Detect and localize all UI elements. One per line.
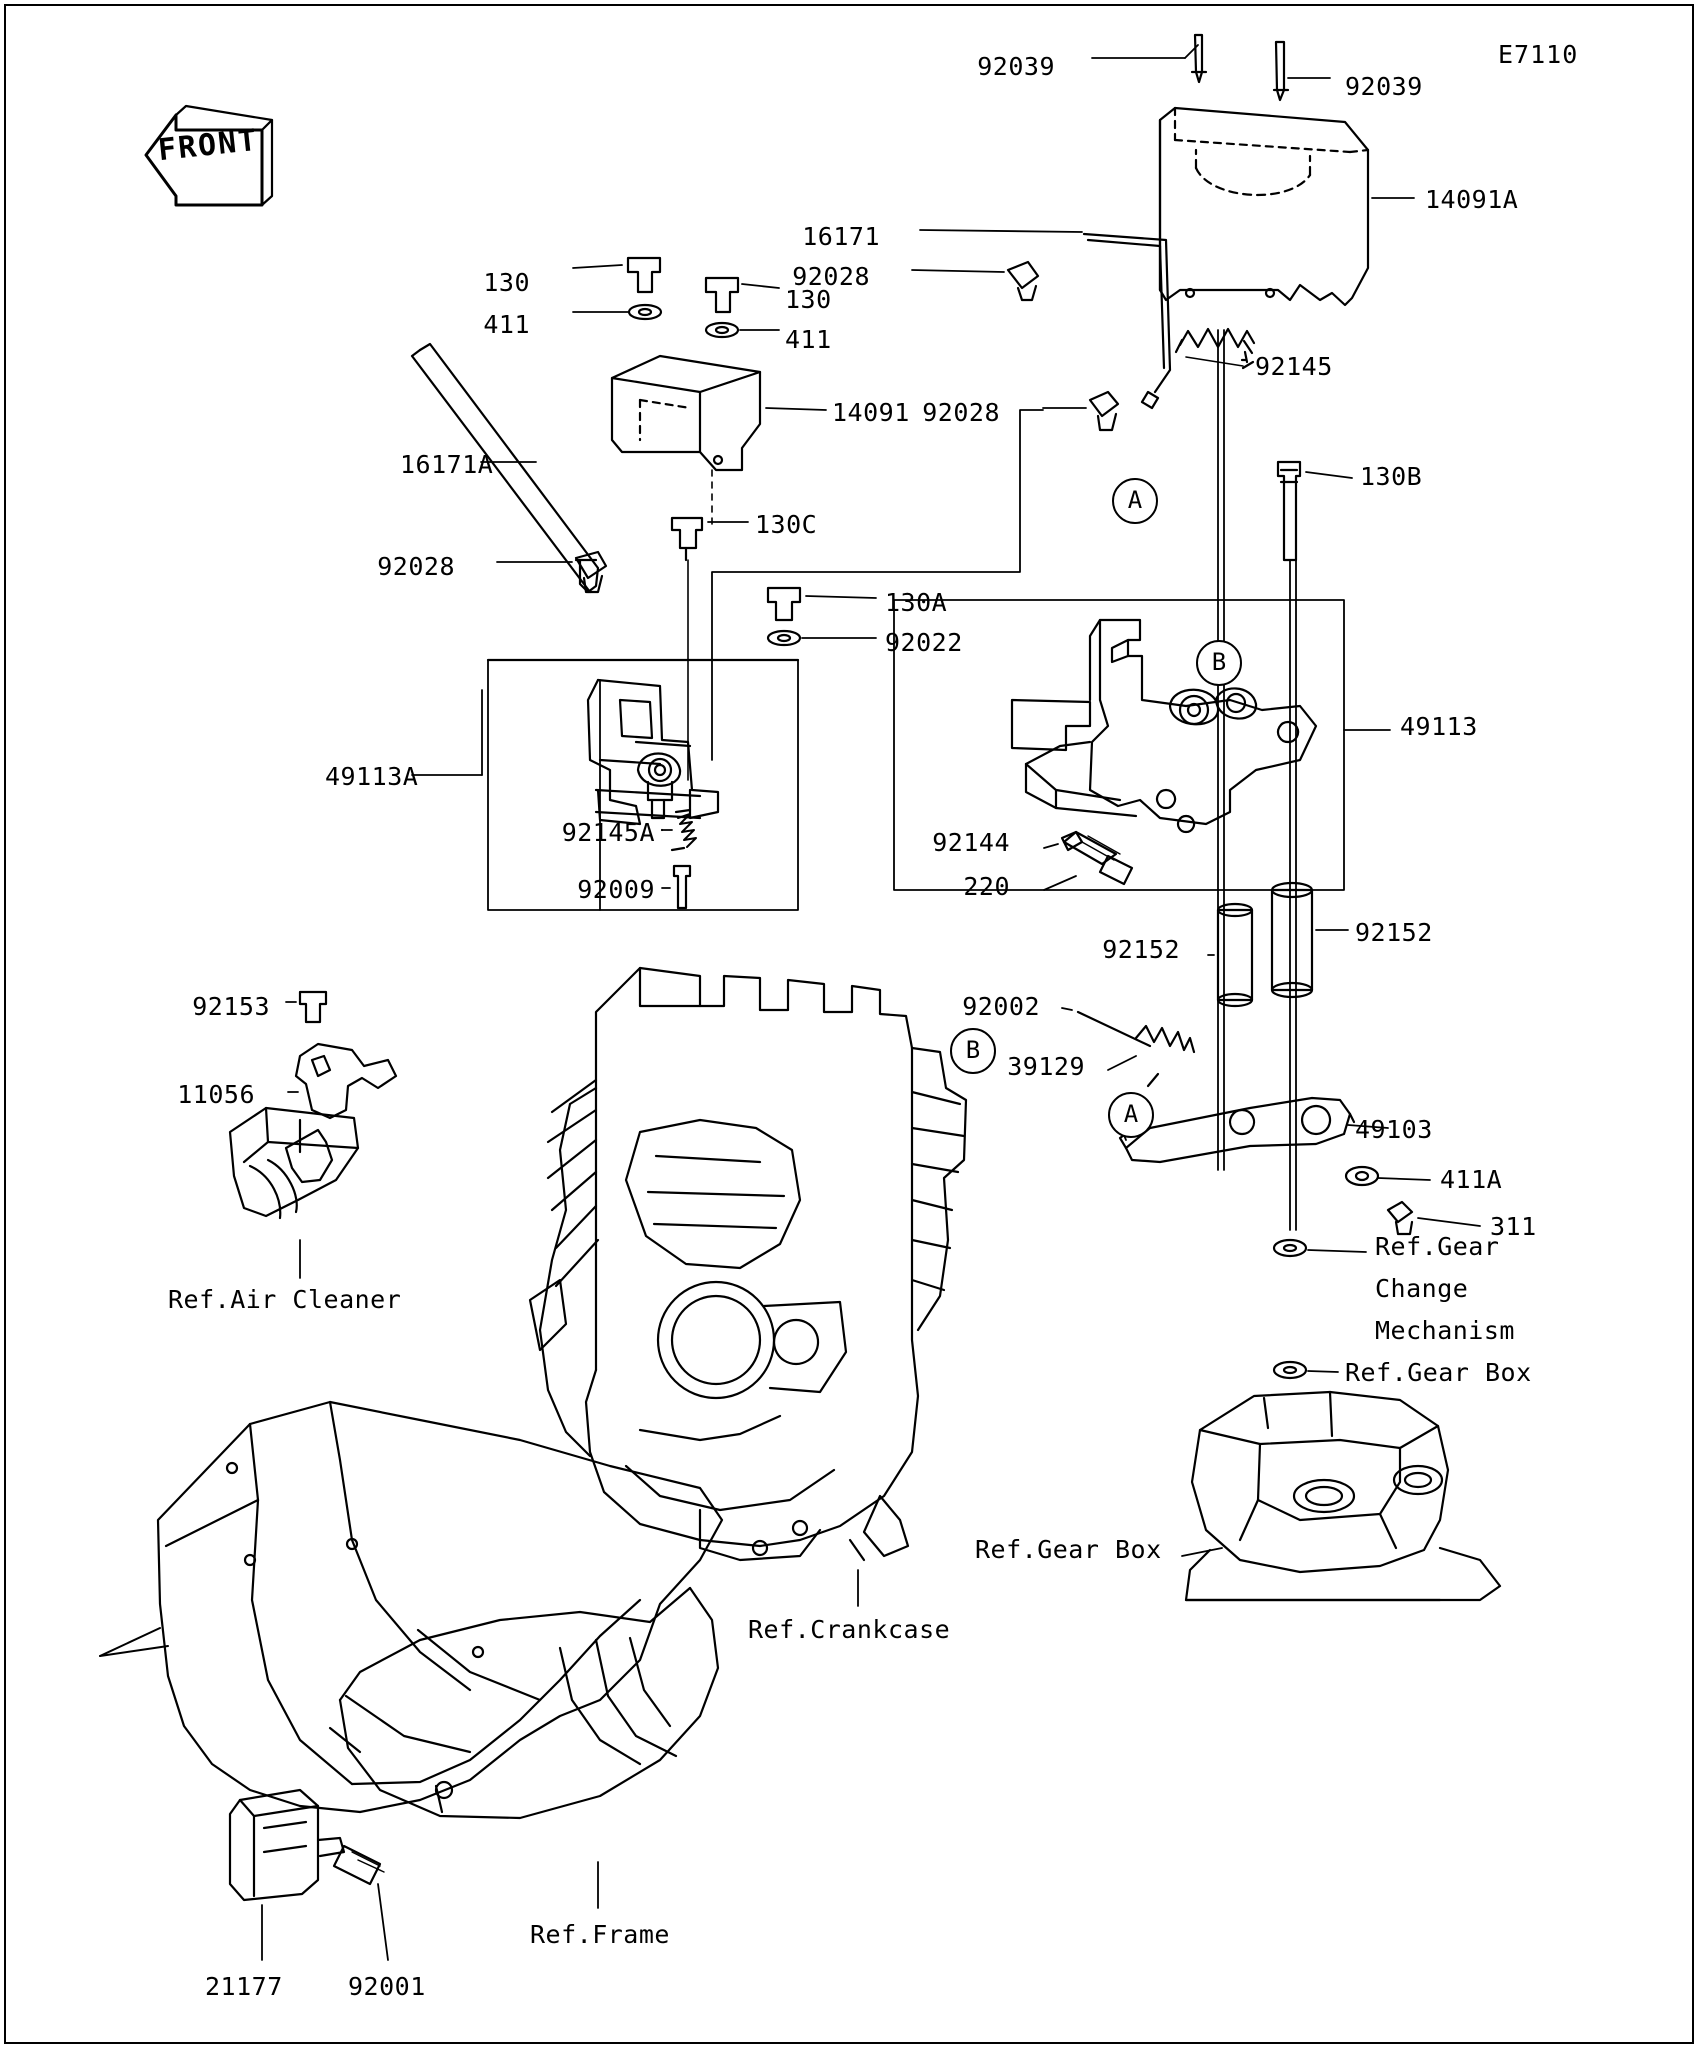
ref-gear-box-right: Ref.Gear Box	[1345, 1358, 1532, 1387]
ref-air-cleaner: Ref.Air Cleaner	[168, 1285, 402, 1314]
callout-92039-right: 92039	[1345, 72, 1423, 101]
callout-92144: 92144	[932, 828, 1010, 857]
callout-311: 311	[1490, 1212, 1537, 1241]
ref-gear-change-line3: Mechanism	[1375, 1316, 1515, 1345]
callout-49113: 49113	[1400, 712, 1478, 741]
callout-11056: 11056	[177, 1080, 255, 1109]
callout-14091A: 14091A	[1425, 185, 1519, 214]
callout-411-left: 411	[483, 310, 530, 339]
callout-130A: 130A	[885, 588, 948, 617]
ref-crankcase: Ref.Crankcase	[748, 1615, 951, 1644]
callout-130-right: 130	[785, 285, 832, 314]
callout-16171A: 16171A	[400, 450, 494, 479]
callout-49103: 49103	[1355, 1115, 1433, 1144]
callout-92022: 92022	[885, 628, 963, 657]
marker-a-lower: A	[1108, 1092, 1154, 1138]
callout-130B: 130B	[1360, 462, 1423, 491]
callout-49113A: 49113A	[325, 762, 419, 791]
callout-411A: 411A	[1440, 1165, 1503, 1194]
callout-92152-right: 92152	[1355, 918, 1433, 947]
callout-14091: 14091	[832, 398, 910, 427]
ref-gear-change-line2: Change	[1375, 1274, 1469, 1303]
callout-92145: 92145	[1255, 352, 1333, 381]
front-marker-label: FRONT	[156, 122, 260, 169]
callout-220: 220	[963, 872, 1010, 901]
marker-b-lower: B	[950, 1028, 996, 1074]
callout-92009: 92009	[577, 875, 655, 904]
ref-frame: Ref.Frame	[530, 1920, 670, 1949]
callout-92002: 92002	[962, 992, 1040, 1021]
callout-92001: 92001	[348, 1972, 426, 2001]
callout-92039-left: 92039	[977, 52, 1055, 81]
callout-39129: 39129	[1007, 1052, 1085, 1081]
marker-b-upper: B	[1196, 640, 1242, 686]
callout-92145A: 92145A	[561, 818, 655, 847]
callout-92028-upper: 92028	[792, 262, 870, 291]
callout-130C: 130C	[755, 510, 818, 539]
callout-92153: 92153	[192, 992, 270, 1021]
callout-92028-lower: 92028	[377, 552, 455, 581]
callout-16171: 16171	[802, 222, 880, 251]
callout-21177: 21177	[205, 1972, 283, 2001]
callout-92028-mid: 92028	[922, 398, 1000, 427]
ref-gear-box-bottom: Ref.Gear Box	[975, 1535, 1162, 1564]
ref-gear-change-line1: Ref.Gear	[1375, 1232, 1500, 1261]
sheet-code: E7110	[1498, 40, 1579, 69]
marker-a-upper: A	[1112, 478, 1158, 524]
callout-92152-left: 92152	[1102, 935, 1180, 964]
callout-411-right: 411	[785, 325, 832, 354]
callout-130-left: 130	[483, 268, 530, 297]
